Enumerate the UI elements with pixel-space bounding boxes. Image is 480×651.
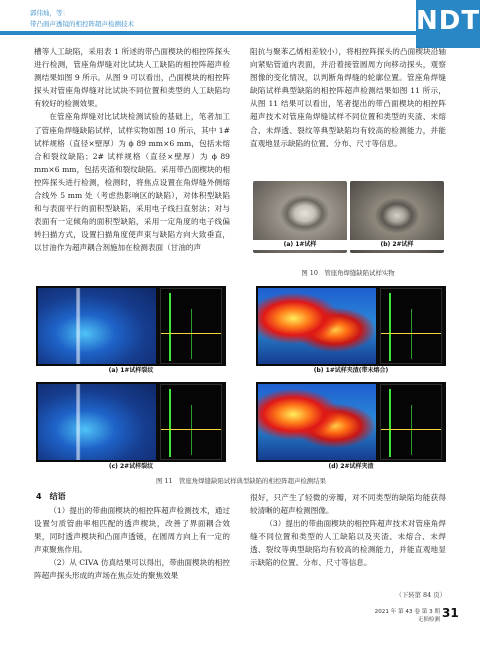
figure-label: (a) 1#试样 (253, 240, 347, 250)
section-heading: 4 结语 (36, 492, 66, 501)
page-number: 31 (442, 606, 459, 620)
result-panel-c (36, 382, 226, 471)
specimen-photo-2 (350, 181, 444, 253)
scan-image (38, 288, 156, 364)
figure-11-caption: 图 11 管座角焊缝缺陷试样典型缺陷的相控阵超声检测结果 (156, 477, 326, 485)
scan-image (38, 384, 156, 460)
a-scan-waveform (380, 384, 442, 460)
journal-logo (416, 0, 480, 48)
specimen-photo-1 (253, 181, 347, 253)
header-authors: 郭伟灿，等： (30, 9, 69, 17)
a-scan-waveform (380, 288, 442, 364)
figure-label: (c) 2#试样裂纹 (36, 462, 226, 471)
issue-info: 2021 年 第 43 卷 第 3 期 (374, 609, 440, 615)
continued-note: （下转第 84 页） (395, 591, 446, 599)
header-title: 带凸面声透镜的相控阵超声检测技术 (30, 20, 134, 28)
scan-image (258, 384, 376, 460)
result-panel-a (36, 286, 226, 375)
paragraph: 阻抗与聚苯乙烯相差较小），将相控阵探头的凸面楔块沿轴向紧贴管道内表面，并沿着接管圆周方向移动探头，观察图像的变化情况，以判断角焊缝的轮廓位置。管座角焊缝缺陷试样典型缺陷的相控阵超声检测结果如图 11 所示，从图 11 结果可以看出，笔者提出的带凸面楔块的相控阵超声技术对管座角焊缝试样不同位置和类型的夹渣、未熔合、未焊透、裂纹等典型缺陷均有较高的检测能力，并能直观地显示缺陷的位置、分布、尺寸等信息。 (250, 47, 446, 148)
figure-10-caption: 图 10 管座角焊缝缺陷试样实物 (301, 269, 395, 277)
paragraph: （2）从 CIVA 仿真结果可以得出，带曲面楔块的相控阵超声探头形成的声场在焦点处的聚焦效果 (34, 558, 230, 581)
header-rule (0, 31, 416, 35)
page-header (0, 0, 480, 50)
figure-label: (d) 2#试样夹渣 (256, 462, 446, 471)
paragraph: （1）提出的带曲面楔块的相控阵超声检测技术，通过设置匀质管曲率相匹配的透声楔块，改善了界面耦合效果，同时透声楔块和凸面声透镜，在圆周方向上有一定的声束聚焦作用。 (34, 506, 230, 555)
paragraph: （3）提出的带曲面楔块的相控阵超声技术对管座角焊缝不同位置和类型的人工缺陷以及夹渣、未熔合、未焊透、裂纹等典型缺陷均有较高的检测能力，并能直观地显示缺陷的位置、分布、尺寸等信息。 (250, 519, 446, 568)
result-panel-b (256, 286, 446, 375)
page-footer (330, 608, 440, 624)
result-panel-d (256, 382, 446, 471)
paragraph: 在管座角焊缝对比试块检测试验的基础上，笔者加工了管座角焊缝缺陷试样，试样实物如图 10 所示，其中 1# 试样规格（直径×壁厚）为 ϕ 89 mm×6 mm，包括未熔合和裂纹缺陷；2# 试样规格（直径×壁厚）为 ϕ 89 mm×6 mm，包括夹渣和裂纹缺陷。采用带凸面楔块的相控阵探头进行检测，检测时，将焦点设置在角焊缝外侧熔合线外 5 mm 处（考虑热影响区的缺陷），对体积型缺陷和与表面平行的面积型缺陷，采用电子线扫直射法；对与表面有一定倾角的面积型缺陷，采用一定角度的电子线偏转扫描方式，设置扫描角度使声束与缺陷方向大致垂直，以甘油作为超声耦合剂施加在检测表面（甘油的声 (34, 112, 230, 253)
journal-logo-text: NDT (416, 6, 480, 36)
conclusion-right-column (250, 491, 446, 570)
figure-label: (a) 1#试样裂纹 (36, 366, 226, 375)
conclusion-left-column (34, 504, 230, 583)
figure-label: (b) 2#试样 (350, 240, 444, 250)
paragraph: 槽等人工缺陷，采用表 1 所述的带凸面楔块的相控阵探头进行检测，管座角焊缝对比试块人工缺陷的相控阵超声检测结果如图 9 所示。从图 9 可以看出，凸面楔块的相控阵探头对管座角焊缝对比试块不同位置和类型的人工缺陷均有较好的检测效果。 (34, 47, 230, 109)
paragraph: 很好，只产生了轻微的旁瓣，对不同类型的缺陷均能获得较清晰的超声检测图像。 (250, 493, 446, 516)
right-column (250, 45, 446, 150)
scan-image (258, 288, 376, 364)
left-column (34, 45, 230, 255)
journal-name: 无损检测 (417, 617, 440, 623)
figure-10 (253, 181, 445, 269)
figure-11 (36, 286, 446, 472)
a-scan-waveform (160, 288, 222, 364)
a-scan-waveform (160, 384, 222, 460)
figure-label: (b) 1#试样夹渣(带未熔合) (256, 366, 446, 375)
